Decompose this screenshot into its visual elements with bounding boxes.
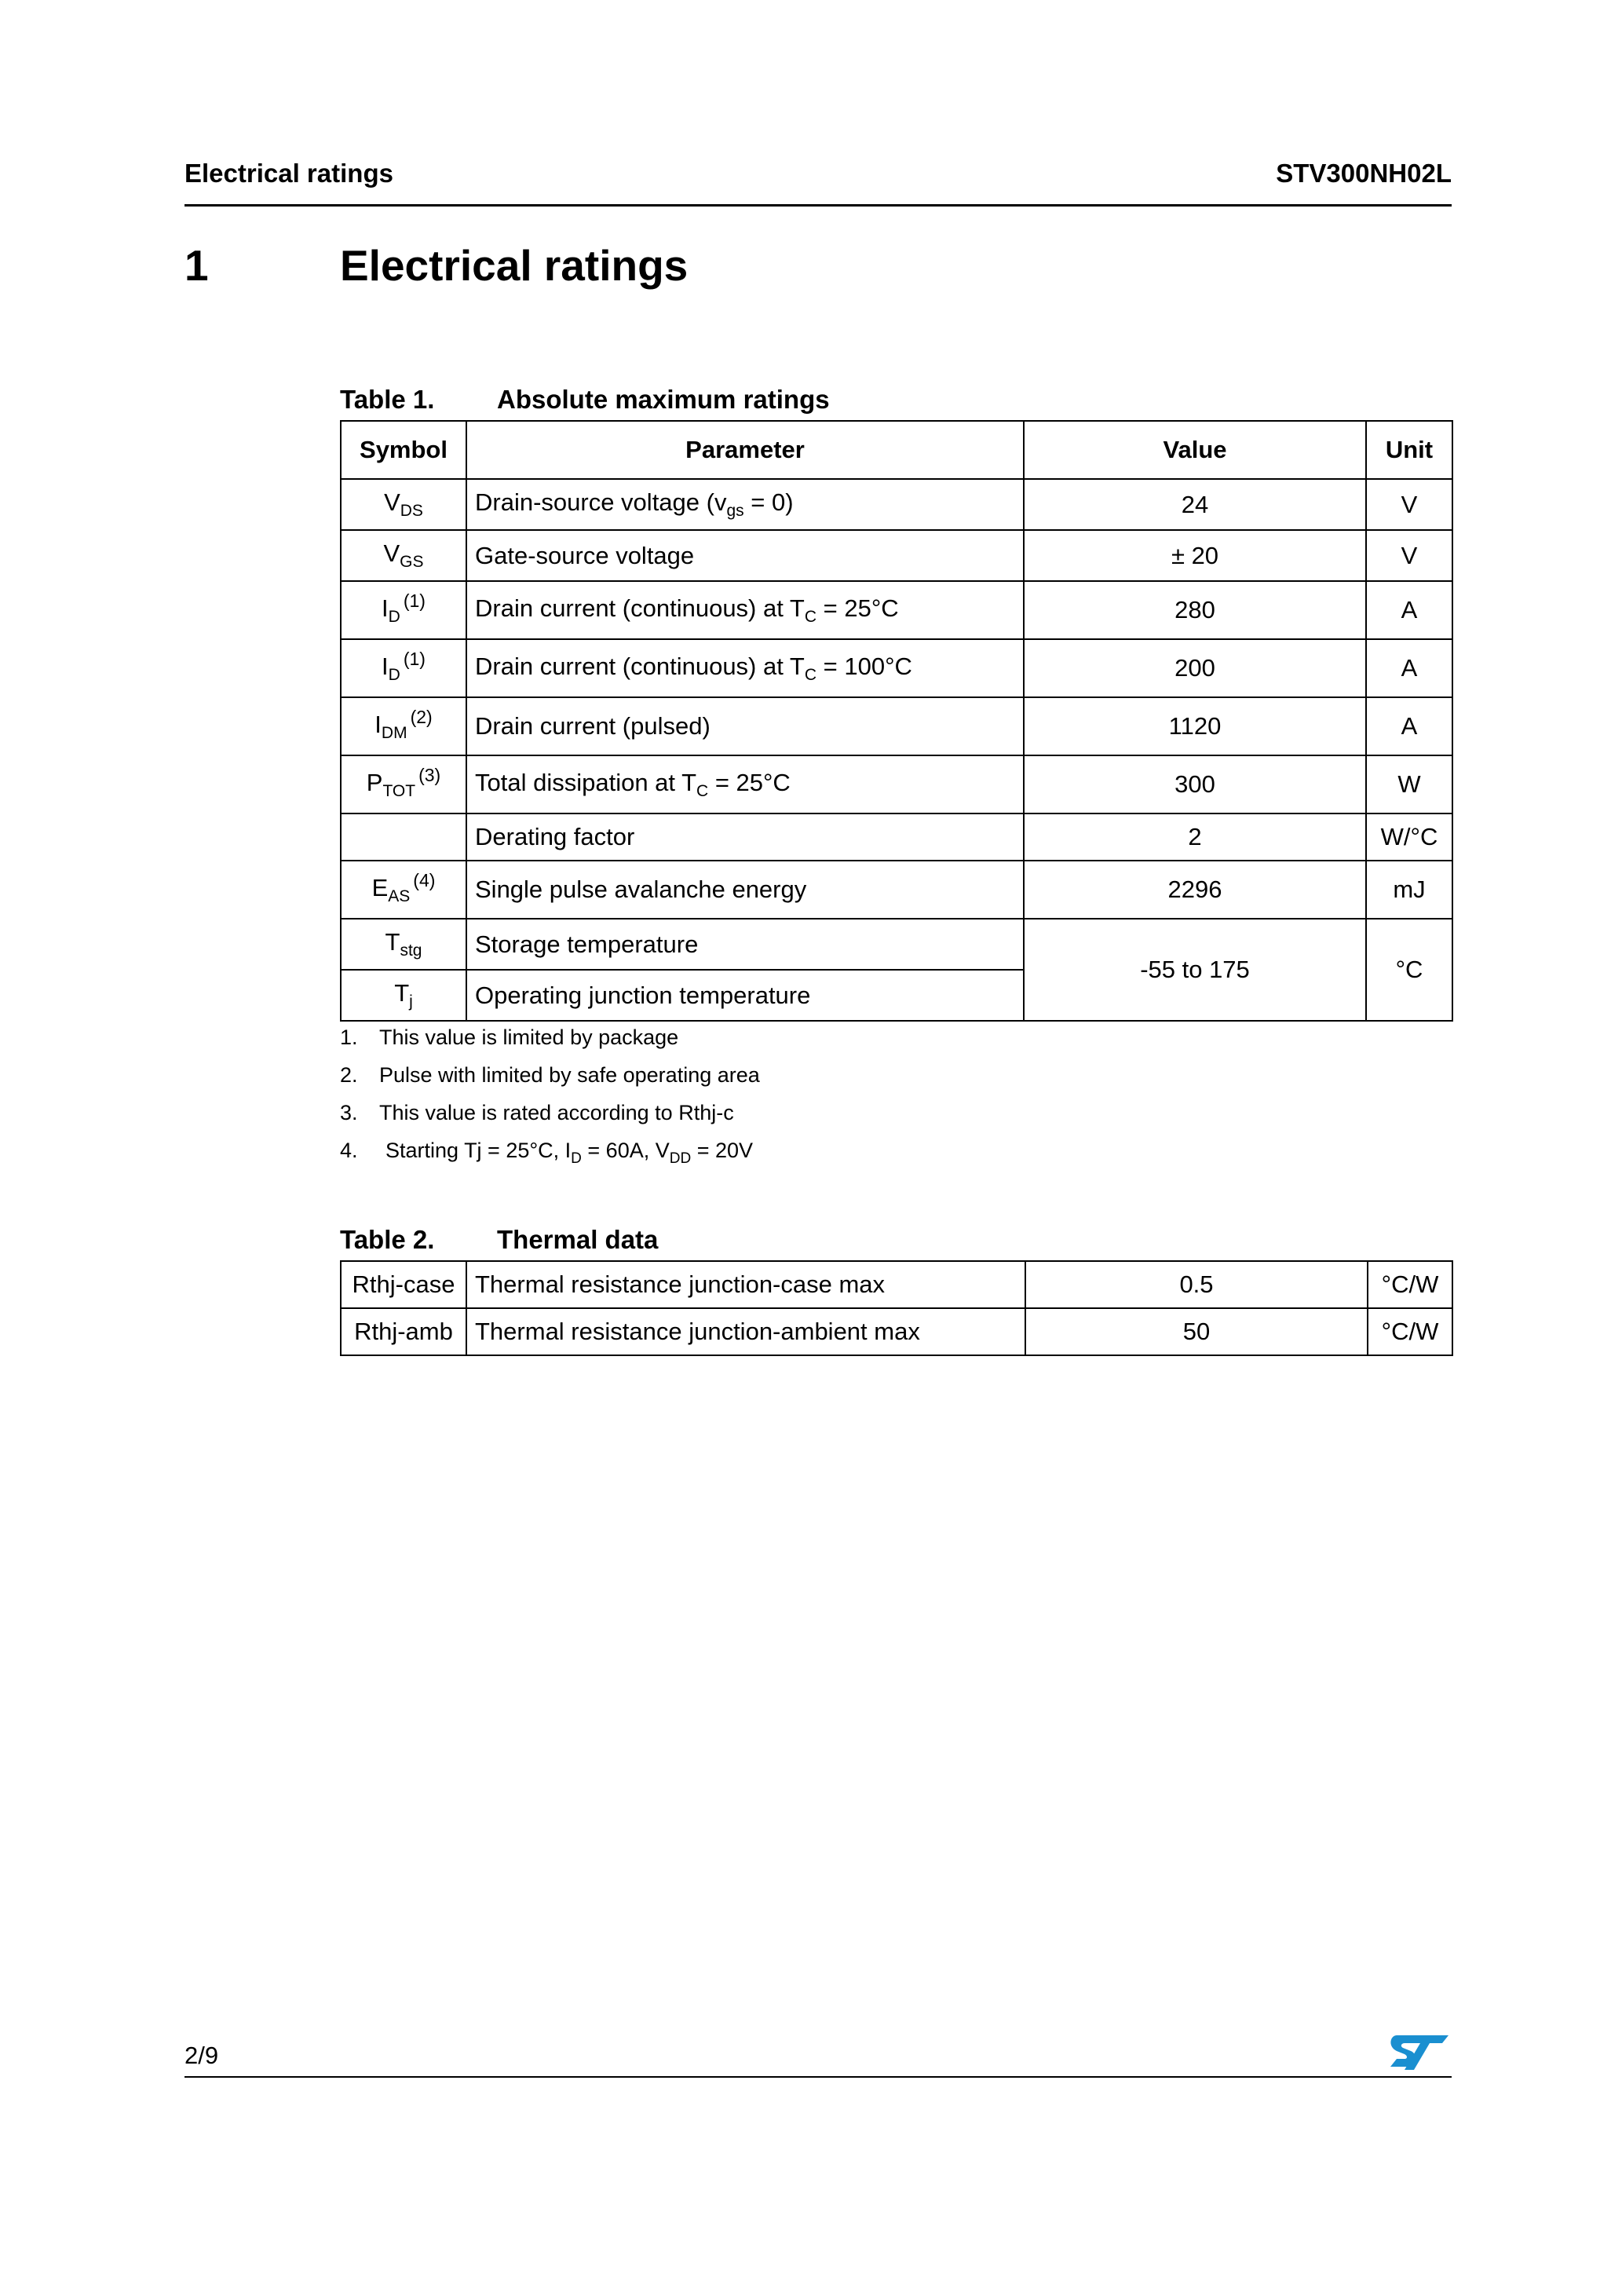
- symbol-cell: Rthj-case: [341, 1261, 466, 1308]
- footnote-number: 1.: [340, 1026, 358, 1049]
- value-cell: 2: [1024, 813, 1366, 861]
- symbol: V: [384, 488, 400, 516]
- parameter-tail: = 0): [743, 488, 794, 516]
- thermal-data-table: [340, 1260, 1453, 1356]
- parameter-text: Total dissipation at T: [475, 768, 697, 796]
- symbol: T: [394, 979, 410, 1007]
- value-cell: 1120: [1024, 697, 1366, 755]
- footnote-subscript: DD: [669, 1150, 692, 1167]
- col-header-unit: Unit: [1366, 421, 1452, 479]
- unit-cell: °C: [1366, 919, 1452, 1021]
- symbol-subscript: GS: [400, 553, 424, 571]
- unit-cell: A: [1366, 639, 1452, 697]
- footnote-subscript: D: [571, 1150, 582, 1167]
- parameter-text: Drain current (continuous) at T: [475, 594, 805, 622]
- page-header: [184, 157, 1452, 207]
- parameter-subscript: C: [804, 607, 817, 626]
- parameter-text: Single pulse avalanche energy: [475, 876, 807, 903]
- unit-cell: °C/W: [1368, 1308, 1452, 1355]
- symbol-subscript: D: [388, 665, 400, 684]
- symbol-cell: [341, 479, 466, 530]
- table1-title: Absolute maximum ratings: [497, 385, 830, 414]
- symbol: I: [374, 710, 382, 738]
- footnote-number: 4.: [340, 1139, 358, 1162]
- symbol-subscript: j: [409, 993, 413, 1011]
- st-logo-shape: [1390, 2035, 1448, 2070]
- table2-label: Table 2.: [340, 1225, 435, 1254]
- table-row: [341, 697, 1452, 755]
- parameter-text: Drain-source voltage (v: [475, 488, 727, 516]
- value-cell: 2296: [1024, 861, 1366, 919]
- symbol: E: [371, 873, 389, 901]
- footnote-text: Pulse with limited by safe operating area: [379, 1063, 760, 1087]
- value-cell: 0.5: [1025, 1261, 1368, 1308]
- table1-header-row: [341, 421, 1452, 479]
- footnote-ref: (4): [413, 869, 436, 890]
- value-cell: 24: [1024, 479, 1366, 530]
- symbol-cell: [341, 755, 466, 813]
- table-row: [341, 479, 1452, 530]
- footnote-text: This value is rated according to Rthj-c: [379, 1101, 734, 1124]
- table-row: [341, 1261, 1452, 1308]
- header-section-title: Electrical ratings: [184, 159, 393, 188]
- footnote-number: 3.: [340, 1101, 358, 1124]
- parameter-text: Drain current (continuous) at T: [475, 652, 805, 680]
- value-cell: -55 to 175: [1024, 919, 1366, 1021]
- symbol-subscript: TOT: [382, 781, 416, 800]
- parameter-text: Gate-source voltage: [475, 541, 695, 569]
- symbol-cell: Rthj-amb: [341, 1308, 466, 1355]
- symbol-subscript: DS: [400, 502, 423, 520]
- footnote-text-post: = 20V: [691, 1139, 753, 1162]
- unit-cell: A: [1366, 697, 1452, 755]
- symbol-cell: [341, 639, 466, 697]
- parameter-tail: = 25°C: [708, 768, 791, 796]
- table1-label: Table 1.: [340, 385, 435, 414]
- symbol-cell: [341, 581, 466, 639]
- symbol-subscript: AS: [388, 887, 411, 905]
- table-row: [341, 1308, 1452, 1355]
- symbol: I: [382, 652, 389, 680]
- unit-cell: mJ: [1366, 861, 1452, 919]
- unit-cell: V: [1366, 479, 1452, 530]
- parameter-cell: [466, 639, 1024, 697]
- table-row: [341, 639, 1452, 697]
- footnote-text-mid: = 60A, V: [581, 1139, 670, 1162]
- parameter-text: Operating junction temperature: [475, 981, 811, 1009]
- unit-cell: W/°C: [1366, 813, 1452, 861]
- parameter-cell: [466, 919, 1024, 970]
- parameter-cell: Thermal resistance junction-case max: [466, 1261, 1025, 1308]
- symbol: T: [385, 928, 400, 956]
- parameter-subscript: C: [696, 781, 709, 800]
- footnote-text: [385, 1139, 753, 1168]
- footnote-ref: (1): [403, 648, 426, 669]
- page-footer: [184, 2034, 1452, 2078]
- parameter-text: Drain current (pulsed): [475, 712, 711, 740]
- parameter-subscript: gs: [726, 502, 744, 520]
- parameter-tail: = 25°C: [816, 594, 899, 622]
- symbol: V: [383, 539, 400, 567]
- value-cell: 200: [1024, 639, 1366, 697]
- unit-cell: V: [1366, 530, 1452, 581]
- parameter-cell: [466, 479, 1024, 530]
- value-cell: ± 20: [1024, 530, 1366, 581]
- parameter-subscript: C: [804, 665, 817, 684]
- symbol-cell: [341, 530, 466, 581]
- parameter-cell: [466, 581, 1024, 639]
- footnote-ref: (3): [418, 764, 441, 785]
- absolute-max-ratings-table: [340, 420, 1453, 1022]
- section-number: 1: [184, 241, 209, 290]
- symbol: I: [382, 594, 389, 622]
- parameter-cell: Thermal resistance junction-ambient max: [466, 1308, 1025, 1355]
- parameter-cell: [466, 861, 1024, 919]
- unit-cell: °C/W: [1368, 1261, 1452, 1308]
- table-row: [341, 861, 1452, 919]
- parameter-cell: [466, 530, 1024, 581]
- table-row: [341, 755, 1452, 813]
- page-number: 2/9: [184, 2042, 219, 2069]
- symbol-subscript: D: [388, 607, 400, 626]
- parameter-text: Derating factor: [475, 823, 635, 850]
- value-cell: 300: [1024, 755, 1366, 813]
- st-logo-icon: [1387, 2034, 1450, 2071]
- parameter-cell: [466, 697, 1024, 755]
- value-cell: 50: [1025, 1308, 1368, 1355]
- unit-cell: A: [1366, 581, 1452, 639]
- col-header-symbol: Symbol: [341, 421, 466, 479]
- symbol-cell: [341, 861, 466, 919]
- symbol-cell: [341, 919, 466, 970]
- value-cell: 280: [1024, 581, 1366, 639]
- symbol-subscript: stg: [400, 941, 422, 960]
- footnote-text: This value is limited by package: [379, 1026, 679, 1049]
- section-title: Electrical ratings: [340, 241, 689, 290]
- symbol: P: [366, 768, 383, 796]
- footnote-text-pre: Starting Tj = 25°C, I: [385, 1139, 572, 1162]
- symbol-cell: [341, 970, 466, 1021]
- parameter-text: Storage temperature: [475, 930, 699, 958]
- table-row: [341, 813, 1452, 861]
- col-header-value: Value: [1024, 421, 1366, 479]
- unit-cell: W: [1366, 755, 1452, 813]
- parameter-cell: [466, 755, 1024, 813]
- symbol-cell: [341, 697, 466, 755]
- footnote-number: 2.: [340, 1063, 358, 1087]
- col-header-parameter: Parameter: [466, 421, 1024, 479]
- footnote-ref: (1): [403, 590, 426, 611]
- parameter-cell: [466, 813, 1024, 861]
- symbol-cell: [341, 813, 466, 861]
- table-row: [341, 581, 1452, 639]
- symbol-subscript: DM: [381, 723, 407, 742]
- table-row: [341, 919, 1452, 970]
- parameter-cell: [466, 970, 1024, 1021]
- table2-title: Thermal data: [497, 1225, 659, 1254]
- footnote-ref: (2): [410, 706, 433, 727]
- table-row: [341, 530, 1452, 581]
- header-part-number: STV300NH02L: [1276, 159, 1452, 188]
- parameter-tail: = 100°C: [816, 652, 912, 680]
